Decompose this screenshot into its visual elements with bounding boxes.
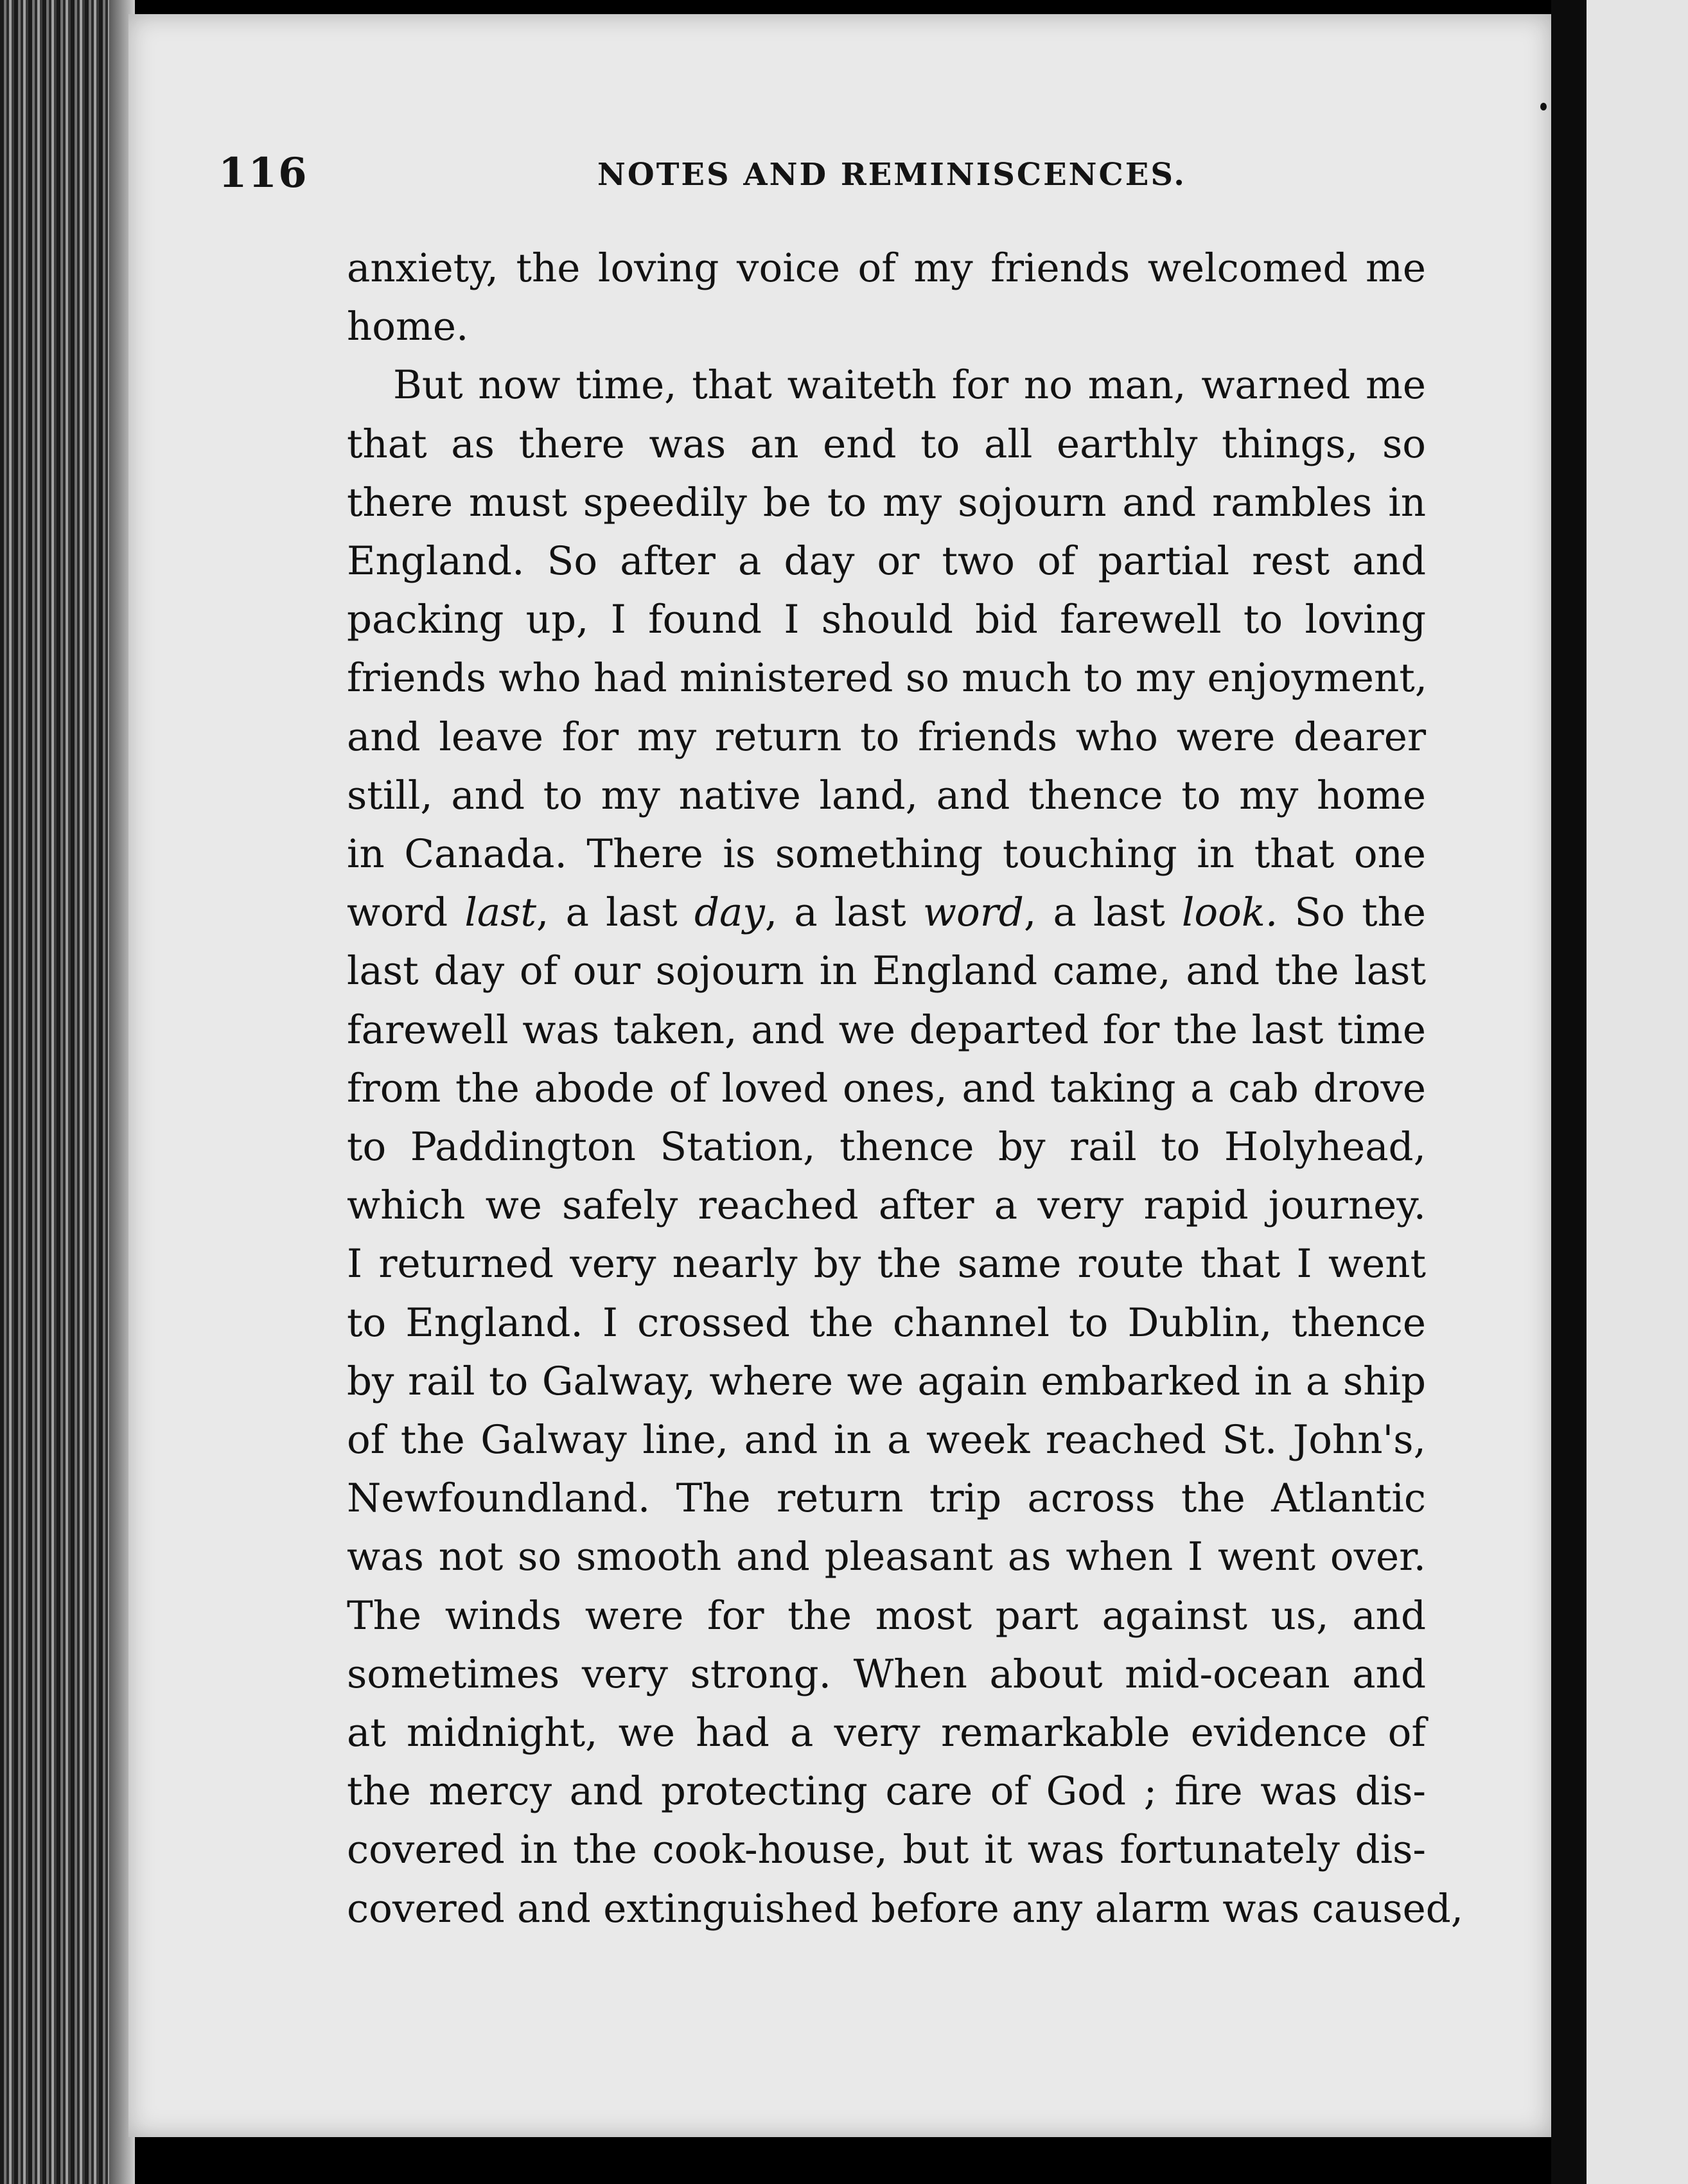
text-line: which we safely reached after a very rapid journey.: [347, 1183, 1426, 1229]
text-line: last day of our sojourn in England came, and the last: [347, 948, 1426, 994]
text-line: of the Galway line, and in a week reached St. John's,: [347, 1417, 1426, 1463]
page-edges: [0, 0, 135, 2184]
page-number: 116: [218, 149, 308, 197]
text-line: I returned very nearly by the same route that I went: [347, 1241, 1426, 1287]
text-line: in Canada. There is something touching in that one: [347, 831, 1426, 877]
text-line: at midnight, we had a very remarkable evidence of: [347, 1710, 1426, 1756]
text-fragment: , a last: [536, 890, 694, 936]
text-line: The winds were for the most part against us, and: [347, 1592, 1426, 1639]
text-line: was not so smooth and pleasant as when I went over.: [347, 1534, 1426, 1580]
body-text: [347, 239, 1464, 1938]
book-gutter: [1551, 0, 1587, 2184]
text-line: that as there was an end to all earthly things, so: [347, 421, 1426, 467]
text-line: packing up, I found I should bid farewell to loving: [347, 597, 1426, 643]
paragraph-1: [347, 239, 1426, 356]
ink-fleck: [1540, 103, 1547, 110]
paragraph-2: [347, 356, 1464, 1937]
text-line: covered in the cook-house, but it was fortunately dis-: [347, 1827, 1426, 1873]
text-line: to England. I crossed the channel to Dublin, thence: [347, 1299, 1426, 1346]
text-line: by rail to Galway, where we again embarked in a ship: [347, 1358, 1426, 1404]
running-head: NOTES AND REMINISCENCES.: [597, 157, 1186, 193]
text-line: the mercy and protecting care of God ; fire was dis-: [347, 1768, 1426, 1815]
facing-page-edge: [1587, 0, 1688, 2184]
italic-word: day: [694, 890, 765, 936]
text-line: to Paddington Station, thence by rail to Holyhead,: [347, 1124, 1426, 1170]
text-line: anxiety, the loving voice of my friends welcomed me: [347, 245, 1426, 291]
text-line: still, and to my native land, and thence to my home: [347, 772, 1426, 818]
italic-word: last: [464, 890, 537, 936]
text-fragment: word: [347, 890, 465, 936]
text-fragment: So the: [1278, 890, 1426, 936]
text-line: covered and extinguished before any alarm was caused,: [347, 1885, 1464, 1932]
text-line: England. So after a day or two of partial rest and: [347, 538, 1426, 585]
text-line: friends who had ministered so much to my enjoyment,: [347, 655, 1428, 701]
text-fragment: , a last: [1023, 890, 1182, 936]
text-line: farewell was taken, and we departed for the last time: [347, 1007, 1426, 1053]
emphasis-text-line: [347, 883, 1426, 942]
text-line: from the abode of loved ones, and taking a cab drove: [347, 1065, 1426, 1111]
text-line: Newfoundland. The return trip across the Atlantic: [347, 1475, 1426, 1522]
text-line: home.: [347, 304, 469, 350]
text-fragment: , a last: [764, 890, 923, 936]
italic-word: word: [922, 890, 1024, 936]
text-line: But now time, that waiteth for no man, warned me: [393, 362, 1426, 409]
text-line: there must speedily be to my sojourn and rambles in: [347, 479, 1426, 525]
text-line: and leave for my return to friends who were dearer: [347, 714, 1426, 760]
text-line: sometimes very strong. When about mid-ocean and: [347, 1651, 1426, 1697]
page-header: [218, 149, 1439, 207]
italic-word: look.: [1181, 890, 1278, 936]
